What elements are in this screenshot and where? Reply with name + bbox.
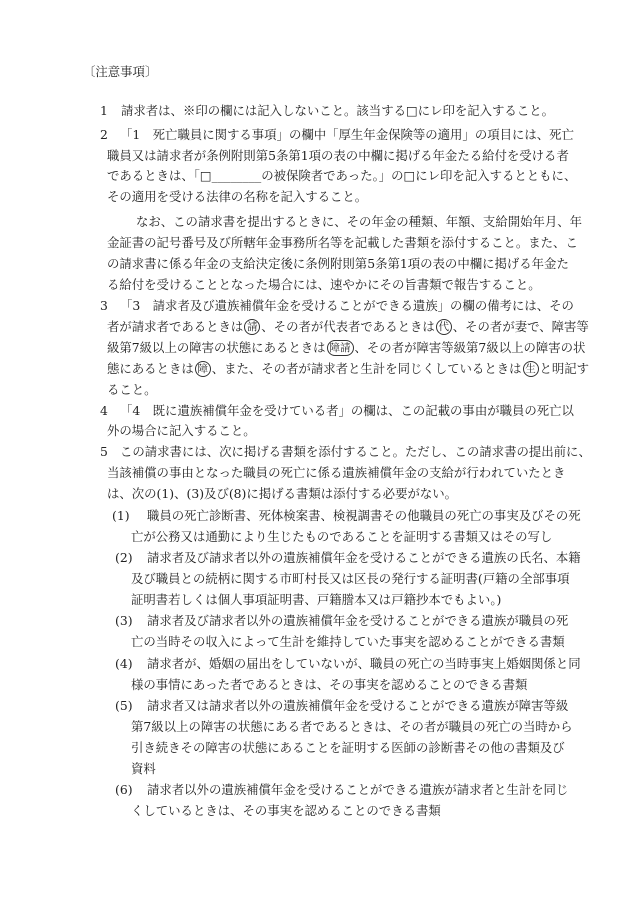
item-2-line-2: 及び職員との続柄に関する市町村長又は区長の発行する証明書(戸籍の全部事項 bbox=[131, 571, 570, 586]
item-1-line-2: 亡が公務又は通勤により生じたものであることを証明する書類又はその写し bbox=[131, 529, 553, 544]
note-4-line-1: 「4 既に遺族補償年金を受けている者」の欄は、この記載の事由が職員の死亡以 bbox=[120, 403, 574, 418]
item-5-line-3: 引き続きその障害の状態にあることを証明する医師の診断書その他の書類及び bbox=[131, 740, 565, 755]
item-5-line-4: 資料 bbox=[131, 761, 156, 776]
note-1-number: 1 bbox=[100, 103, 108, 118]
note-2-line-3: であるときは、「□________の被保険者であった。」の□にレ印を記入するとともに、 bbox=[107, 168, 577, 183]
item-3-line-2: 亡の当時その収入によって生計を維持していた事実を認めることができる書類 bbox=[131, 634, 565, 649]
note-2-para-line-3: の請求書に係る年金の支給決定後に条例附則第5条第1項の表の中欄に掲げる年金た bbox=[107, 256, 569, 271]
note-4-number: 4 bbox=[100, 403, 108, 418]
item-3-line-1: 請求者及び請求者以外の遺族補償年金を受けることができる遺族が職員の死 bbox=[147, 613, 569, 628]
item-5-number: (5) bbox=[115, 698, 133, 713]
note-5-number: 5 bbox=[100, 444, 108, 459]
note-5-line-3: は、次の(1)、(3)及び(8)に掲げる書類は添付する必要がない。 bbox=[107, 486, 458, 501]
enclosed-mark-sei2: 生 bbox=[523, 361, 539, 377]
note-3-line-4-text-b: 、また、その者が請求者と生計を同じくしているときは bbox=[211, 361, 522, 376]
item-2-number: (2) bbox=[115, 550, 133, 565]
item-4-number: (4) bbox=[115, 656, 133, 671]
item-6-number: (6) bbox=[115, 782, 133, 797]
note-2-line-1: 「1 死亡職員に関する事項」の欄中「厚生年金保険等の適用」の項目には、死亡 bbox=[120, 127, 574, 142]
item-2-line-3: 証明書若しくは個人事項証明書、戸籍謄本又は戸籍抄本でもよい。) bbox=[131, 592, 502, 607]
note-3-line-5: ること。 bbox=[107, 382, 157, 397]
item-6-line-1: 請求者以外の遺族補償年金を受けることができる遺族が請求者と生計を同じ bbox=[147, 782, 569, 797]
item-4-line-2: 様の事情にあった者であるときは、その事実を認めることのできる書類 bbox=[131, 677, 528, 692]
item-1-line-1: 職員の死亡診断書、死体検案書、検視調書その他職員の死亡の事実及びその死 bbox=[147, 508, 581, 523]
item-3-number: (3) bbox=[115, 613, 133, 628]
enclosed-mark-shou: 障 bbox=[195, 361, 211, 377]
note-2-para-line-4: る給付を受けることとなった場合には、速やかにその旨書類で報告すること。 bbox=[107, 277, 541, 292]
note-3-line-4-text-a: 態にあるときは bbox=[107, 361, 194, 376]
note-2-para-line-1: なお、この請求書を提出するときに、その年金の種類、年額、支給開始年月、年 bbox=[136, 214, 583, 229]
enclosed-mark-shousei: 障請 bbox=[327, 340, 354, 356]
note-2-para-line-2: 金証書の記号番号及び所轄年金事務所名等を記載した書類を添付すること。また、こ bbox=[107, 235, 578, 250]
enclosed-mark-dai: 代 bbox=[436, 319, 452, 335]
item-6-line-2: くしているときは、その事実を認めることのできる書類 bbox=[131, 803, 441, 818]
notes-heading: 〔注意事項〕 bbox=[83, 64, 158, 79]
note-3-line-2-text-a: 者が請求者であるときは bbox=[107, 319, 244, 334]
note-3-line-1: 「3 請求者及び遺族補償年金を受けることができる遺族」の欄の備考には、その bbox=[120, 298, 574, 313]
note-3-line-2-text-c: 、その者が妻で、障害等 bbox=[452, 319, 589, 334]
item-1-number: (1) bbox=[112, 508, 130, 523]
note-3-line-3-text-b: 、その者が障害等級第7級以上の障害の状 bbox=[354, 340, 586, 355]
item-4-line-1: 請求者が、婚姻の届出をしていないが、職員の死亡の当時事実上婚姻関係と同 bbox=[147, 656, 581, 671]
note-2-number: 2 bbox=[100, 127, 108, 142]
note-3-line-2-text-b: 、その者が代表者であるときは bbox=[261, 319, 435, 334]
note-1-line-1: 請求者は、※印の欄には記入しないこと。該当する□にレ印を記入すること。 bbox=[121, 103, 554, 118]
note-3-line-4 bbox=[107, 359, 589, 379]
note-5-line-2: 当該補償の事由となった職員の死亡に係る遺族補償年金の支給が行われていたとき bbox=[107, 465, 566, 480]
note-5-line-1: この請求書には、次に掲げる書類を添付すること。ただし、この請求書の提出前に、 bbox=[120, 444, 591, 459]
note-2-line-2: 職員又は請求者が条例附則第5条第1項の表の中欄に掲げる年金たる給付を受ける者 bbox=[107, 148, 569, 163]
note-3-line-3-text-a: 級第7級以上の障害の状態にあるときは bbox=[107, 340, 326, 355]
note-3-number: 3 bbox=[100, 298, 108, 313]
item-5-line-1: 請求者又は請求者以外の遺族補償年金を受けることができる遺族が障害等級 bbox=[147, 698, 569, 713]
note-2-line-4: その適用を受ける法律の名称を記入すること。 bbox=[107, 189, 368, 204]
note-3-line-4-text-c: と明記す bbox=[539, 361, 590, 376]
enclosed-mark-sei: 請 bbox=[244, 319, 260, 335]
item-5-line-2: 第7級以上の障害の状態にある者であるときは、その者が職員の死亡の当時から bbox=[131, 719, 573, 734]
note-3-line-3 bbox=[107, 338, 585, 358]
item-2-line-1: 請求者及び請求者以外の遺族補償年金を受けることができる遺族の氏名、本籍 bbox=[147, 550, 581, 565]
note-4-line-2: 外の場合に記入すること。 bbox=[107, 423, 256, 438]
note-3-line-2 bbox=[107, 317, 589, 337]
